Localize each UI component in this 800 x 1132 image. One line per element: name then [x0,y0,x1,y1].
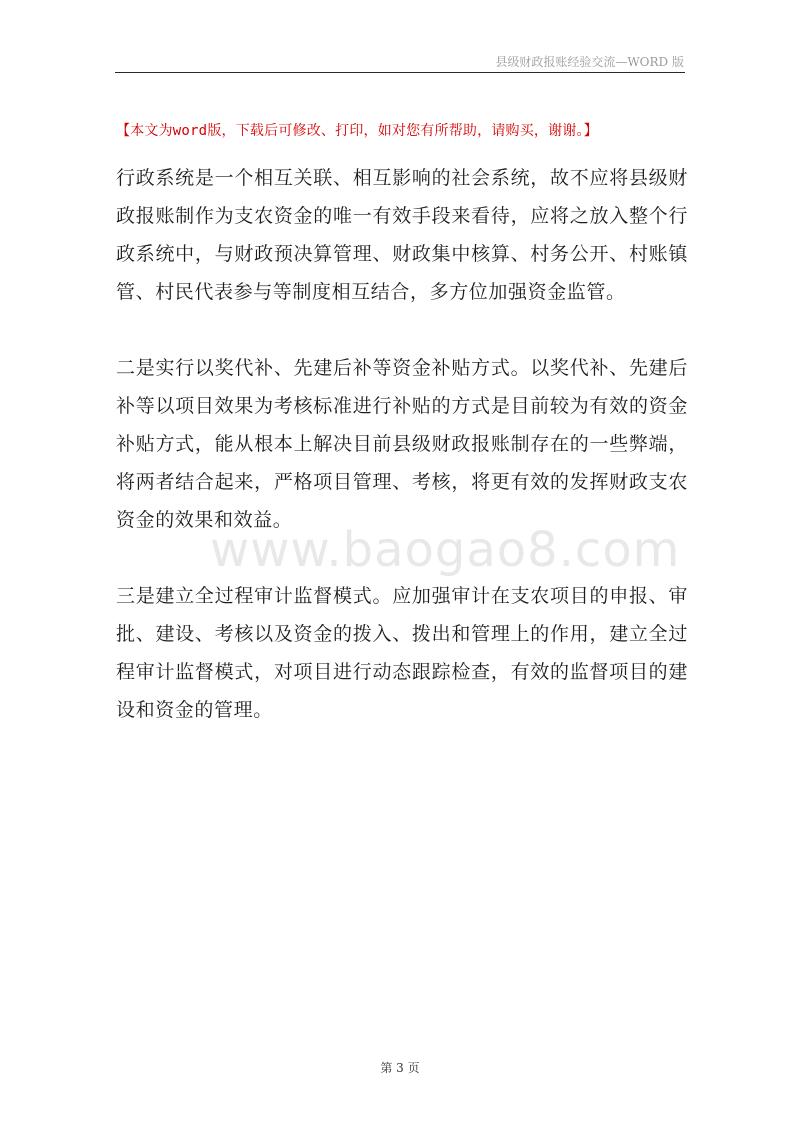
watermark: www.baogao8.com [210,522,681,578]
paragraph-1: 行政系统是一个相互关联、相互影响的社会系统，故不应将县级财政报账制作为支农资金的唯一有效手段来看待，应将之放入整个行政系统中，与财政预决算管理、财政集中核算、村务公开、村账镇管、村民代表参与等制度相互结合，多方位加强资金监管。 [116,167,688,303]
page-number: 第 3 页 [380,1061,420,1075]
running-header: 县级财政报账经验交流—WORD 版 [495,55,684,69]
purchase-notice: 【本文为word版，下载后可修改、打印，如对您有所帮助，请购买，谢谢。】 [116,123,598,139]
paragraph-3: 三是建立全过程审计监督模式。应加强审计在支农项目的申报、审批、建设、考核以及资金的拨入、拨出和管理上的作用，建立全过程审计监督模式，对项目进行动态跟踪检查，有效的监督项目的建设和资金的管理。 [116,585,688,721]
header-rule [115,72,685,73]
document-body [116,159,688,729]
paragraph-2: 二是实行以奖代补、先建后补等资金补贴方式。以奖代补、先建后补等以项目效果为考核标准进行补贴的方式是目前较为有效的资金补贴方式，能从根本上解决目前县级财政报账制存在的一些弊端，将两者结合起来，严格项目管理、考核，将更有效的发挥财政支农资金的效果和效益。 [116,357,688,531]
